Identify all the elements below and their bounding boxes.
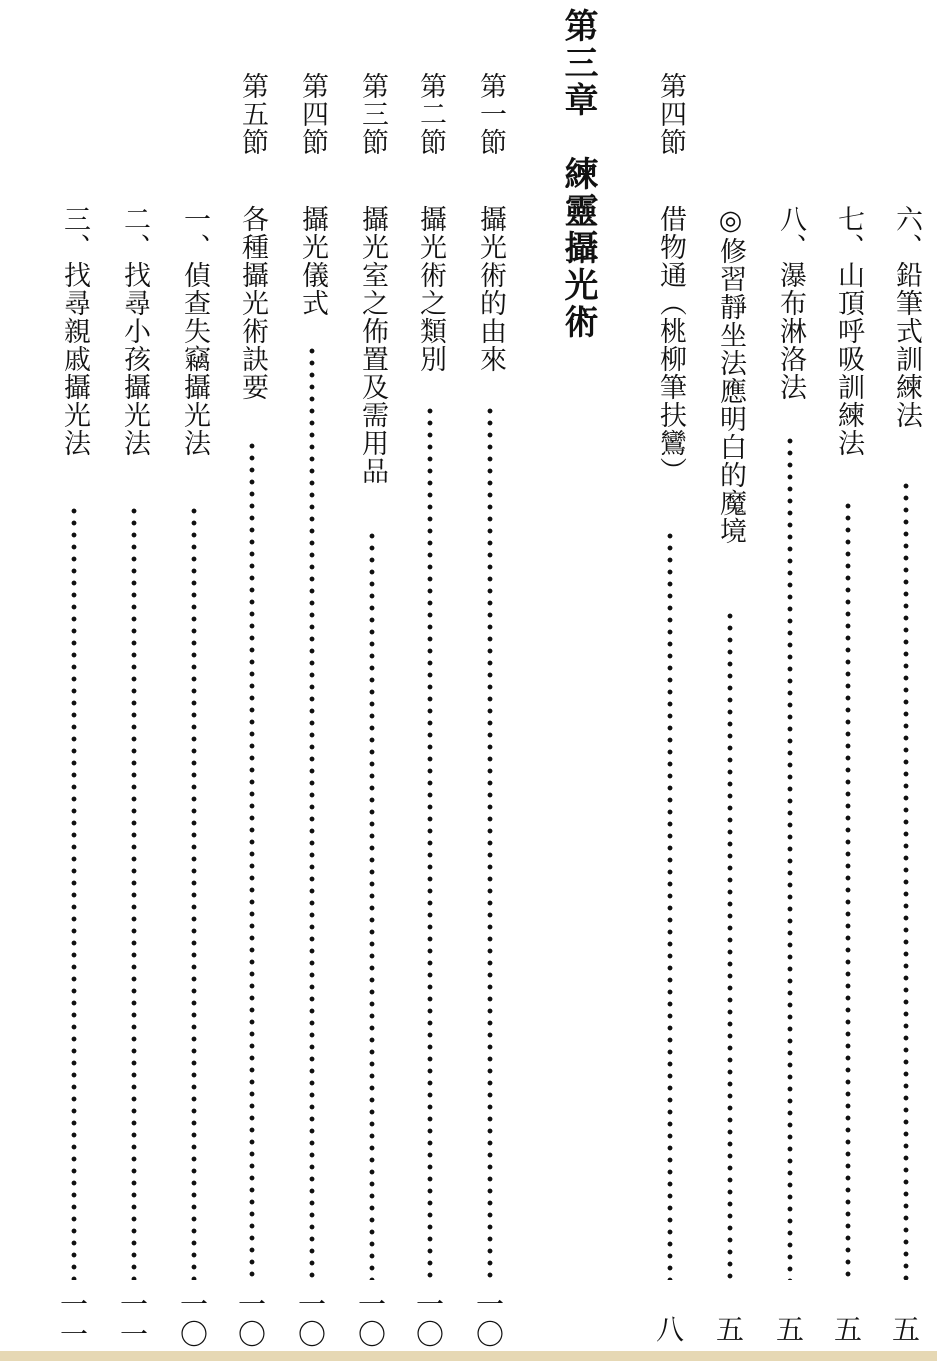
page-number: 五: [775, 1313, 804, 1346]
entry-title: 借物通（桃柳筆扶鸞）: [655, 205, 686, 485]
leader-dots: [70, 505, 78, 1280]
section-label: 第一節: [475, 72, 506, 156]
page-bottom-edge: [0, 1351, 937, 1361]
page-number: 一〇: [357, 1288, 386, 1351]
page-number: 五: [715, 1313, 744, 1346]
page-number: 一一: [59, 1288, 88, 1351]
section-label: 第二節: [415, 72, 446, 156]
page-number: 一〇: [237, 1288, 266, 1351]
leader-dots: [308, 345, 316, 1280]
entry-title: 三、找尋親戚攝光法: [59, 205, 90, 457]
section-label: 第五節: [237, 72, 268, 156]
page-number: 一〇: [415, 1288, 444, 1351]
entry-title: 七、山頂呼吸訓練法: [833, 205, 864, 457]
page-number: 五: [833, 1313, 862, 1346]
section-label: 第三節: [357, 72, 388, 156]
leader-dots: [844, 500, 852, 1280]
section-label: 第四節: [655, 72, 686, 156]
entry-title: 二、找尋小孩攝光法: [119, 205, 150, 457]
entry-title: 六、鉛筆式訓練法: [891, 205, 922, 429]
entry-title: 攝光術之類別: [415, 205, 446, 373]
leader-dots: [726, 610, 734, 1280]
entry-title: 各種攝光術訣要: [237, 205, 268, 401]
chapter-title: 第三章 練靈攝光術: [558, 8, 598, 341]
leader-dots: [130, 505, 138, 1280]
page-number: 一〇: [179, 1288, 208, 1351]
page-number: 一〇: [297, 1288, 326, 1351]
entry-title: ◎修習靜坐法應明白的魔境: [715, 205, 746, 545]
entry-title: 攝光室之佈置及需用品: [357, 205, 388, 485]
leader-dots: [426, 405, 434, 1280]
page-number: 五: [891, 1313, 920, 1346]
entry-title: 一、偵查失竊攝光法: [179, 205, 210, 457]
entry-title: 攝光儀式: [297, 205, 328, 317]
page-number: 一〇: [475, 1288, 504, 1351]
leader-dots: [368, 530, 376, 1280]
leader-dots: [248, 440, 256, 1280]
leader-dots: [190, 505, 198, 1280]
section-label: 第四節: [297, 72, 328, 156]
page-number: 一一: [119, 1288, 148, 1351]
leader-dots: [486, 405, 494, 1280]
leader-dots: [786, 435, 794, 1280]
page-number: 八: [655, 1313, 684, 1346]
leader-dots: [902, 480, 910, 1280]
entry-title: 八、瀑布淋洛法: [775, 205, 806, 401]
entry-title: 攝光術的由來: [475, 205, 506, 373]
leader-dots: [666, 530, 674, 1280]
